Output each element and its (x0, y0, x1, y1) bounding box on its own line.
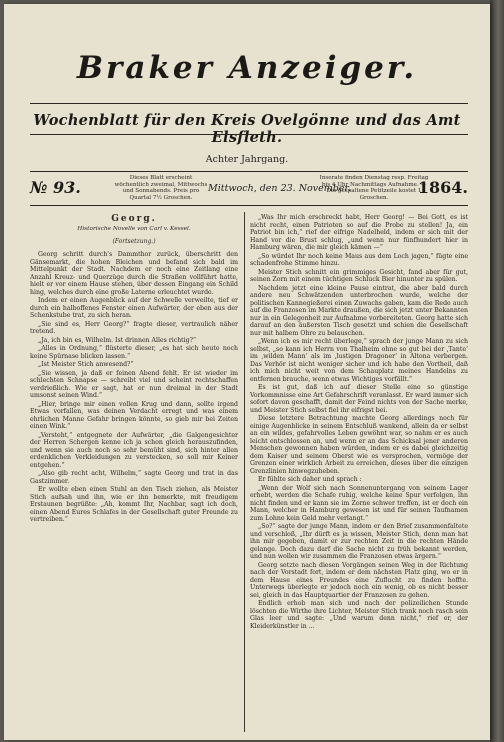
paragraph: „So würdet Ihr noch keine Maus aus dem Loch jagen,“ fügte eine schadenfrohe Stimme hinzu. (250, 252, 468, 267)
info-rule-bottom (30, 205, 468, 206)
masthead-subtitle: Wochenblatt für den Kreis Ovelgönne und das Amt Elsfleth. (33, 112, 461, 146)
right-column (250, 214, 468, 734)
paragraph: „Versteht,“ entgegnete der Aufwärter, „die Galgengesichter der Herren Schergen kenne ich ja schon gleich herauszufinden, und wenn sie auch noch so sehr bemüht sind, sich hinter allen erdenklichen Verkleidungen zu verstecken, so soll mir Keiner entgehen.“ (30, 431, 238, 469)
paragraph: Georg setzte nach diesen Vorgängen seinen Weg in der Richtung nach der Vorstadt fort, indem er dem nächsten Platz ging, wo er in dem Hause eines Freundes eine Zuflucht zu finden hoffte. Unterwegs überlegte er jedoch noch ein wenig, ob es nicht besser sei, gleich in das Hauptquartier der Franzosen zu gehen. (250, 561, 468, 599)
paragraph: „Wenn der Wolf sich nach Sonnenuntergang von seinem Lager erhebt, werden die Schafe ruhig, welche keine Spur verfolgen, ihn nicht finden und er kann sie im Zorne schwer treffen, ist er doch ein Mann, welcher in Hamburg gewesen ist und für seinen Taufnamen zum Lohne kein Geld mehr verlangt.“ (250, 484, 468, 522)
masthead-rule-bottom (30, 134, 468, 135)
article-title: Georg. (111, 214, 157, 224)
paragraph: Er wollte eben einen Stuhl an den Tisch ziehen, als Meister Stich aufsah und ihn, wie er ihn bemerkte, mit freudigem Erstaunen begrüßte: „Ah, kommt Ihr, Nachbar, sagt ich doch, einen Abend Eures Schlafes in der Gesellschaft guter Freunde zu vertreiben.“ (30, 486, 238, 523)
paragraph: „Sie wissen, ja daß er feinen Abend fehlt. Er ist wieder im schlechten Schnapse — schreibt viel und scheint rechtschaffen verdrießlich. Wie er sagt, hat er nun dreimal in der Stadt umsonst seinen Wind.“ (30, 369, 238, 399)
paragraph: „Hier, bringe mir einen vollen Krug und dann, sollte irgend Etwas vorfallen, was deinen Verdacht erregt und was einem ehrlichen Manne Gefahr bringen könnte, so gieb mir bei Zeiten einen Wink.“ (30, 400, 238, 430)
publication-note: Dieses Blatt erscheint wöchentlich zweimal, Mittwochs und Sonnabends. Preis pro Quartal 7½ Groschen. (114, 175, 208, 201)
paragraph: „So?“ sagte der junge Mann, indem er den Brief zusammenfaltete und verschloß, „Ihr dürft es ja wissen, Meister Stich, denn man hat ihn mir gegeben, damit er zur rechten Zeit in die rechten Hände gelange. Doch dazu darf die Sache nicht zu früh bekannt werden, und nun wollen wir zusammen die Franzosen etwas ärgern.“ (250, 523, 468, 560)
advertising-note: Inserate finden Dienstag resp. Freitag bis 4 Uhr Nachmittags Aufnahme. — Die gespaltene Petitzeile kostet 1 Groschen. (319, 175, 429, 201)
paragraph: Nachdem jetzt eine kleine Pause eintrat, die aber bald durch andere neu Schwätzenden unterbrochen wurde, welche der politischen Kannegießerei einen Zuwachs gaben, kam die Rede auch auf die Franzosen im Markte draußen, die sich jetzt unter Bekannten nur in ein Gelegenheit zur Aufnahme vorbereiteten. Georg hatte sich darauf an den äußersten Tisch gesetzt und schien die Gesellschaft nur mit halbem Ohre zu belauschen. (250, 284, 468, 337)
book-spine (490, 0, 504, 742)
paragraph: Es ist gut, daß ich auf dieser Stelle eine so günstige Vorkommnisse eine Art Gefahrschrift veranlasst. Er ward immer sich sofort davon geschafft, damit der Feind nichts von der Sache merke, und Meister Stich selbst fiel ihr eifrigst bei. (250, 384, 468, 414)
paragraph: „Sie sind es, Herr Georg?“ fragte dieser, vertraulich näher tretend. (30, 320, 238, 335)
paragraph: „Ist Meister Stich anwesend?“ (38, 361, 134, 368)
masthead-title: Braker Anzeiger. (76, 50, 418, 86)
issue-date: Mittwoch, den 23. November. (208, 183, 351, 194)
paragraph: Indem er einen Augenblick auf der Schwelle verweilte, tief er durch ein halboffenes Fenster einen Aufwärter, der eben aus der Schenkstube trat, zu sich heran. (30, 297, 238, 319)
article-subtitle: Historische Novelle von Carl v. Kessel. (77, 226, 191, 232)
issue-info-bar (30, 175, 468, 201)
volume-label: Achter Jahrgang. (205, 154, 289, 165)
continuation-note: (Fortsetzung.) (112, 238, 156, 245)
info-rule-top (30, 171, 468, 172)
paragraph: Meister Stich schnitt ein grimmiges Gesicht, fand aber für gut, seinen Zorn mit einem tüchtigen Schluck Bier hinunter zu spülen. (250, 268, 468, 283)
paragraph: „Was Ihr mich erschreckt habt, Herr Georg! — Bei Gott, es ist nicht recht, einen Patrioten so auf die Probe zu stellen! Ja, ein Patriot bin ich,“ rief der eifrige Nadelheld, indem er sich mit der Hand vor die Brust schlug, „und wenn nur fünfhundert hier in Hamburg wären, die mir gleich kämen —“ (250, 214, 468, 251)
paragraph: Endlich erhob man sich und nach der polizeilichen Stunde löschten die Wirthe ihre Lichter, Meister Stich trank noch rasch sein Glas leer und sagte: „Und warum denn nicht,“ rief er, der Kleiderkünstler in ... (250, 600, 468, 630)
issue-year: 1864. (417, 178, 468, 197)
issue-number: № 93. (30, 178, 81, 197)
paragraph: „Also gib recht acht, Wilhelm,“ sagte Georg und trat in das Gastzimmer. (30, 470, 238, 485)
newspaper-page (4, 4, 490, 740)
paragraph: Georg schritt durch's Dammthor zurück, überschritt den Gänsemarkt, die hohen Bleichen und befand sich bald im Mittelpunkt der Stadt. Nachdem er noch eine Zeitlang eine Anzahl Kreuz- und Querzüge durch die Straßen vollführt hatte, hielt er vor einem Hause stehen, über dessen Eingang ein Schild hing, welches durch eine große Laterne erleuchtet wurde. (30, 251, 238, 296)
column-divider (244, 212, 245, 732)
paragraph: Er fühlte sich daher und sprach : (258, 476, 362, 483)
masthead-rule-top (30, 103, 468, 104)
paragraph: Diese letztere Betrachtung machte Georg allerdings noch für einige Augenblicke in seinem Entschluß wankend, allein da er selbst an ein wildes, gefahrvolles Leben gewöhnt war, so nahm er es auch leicht entschlossen an, und wenn er an das Schicksal jener anderen Menschen gewonnen haben würden, indem er es dabei gleichzeitig dem Kaiser und seinem Oberst wie es versprochen, vermöge der Grenzen einer wirklich Arbeit zu erreichen, dieses über die einzigen Grenzlinien hinwegzuheben. (250, 415, 468, 475)
paragraph: „Alles in Ordnung,“ flüsterte dieser, „es hat sich heute noch keine Spürnase blicken lassen.“ (30, 345, 238, 360)
left-column (30, 214, 238, 734)
paragraph: „Wenn ich es mir recht überlege,“ sprach der junge Mann zu sich selbst, „so kann ich Herrn von Thalheim ohne so gut bei der ‚Tante‘ im ‚wilden Mann‘ als im ‚lustigen Dragoner‘ in Altona verbergen. Das Verhör ist nicht weniger sicher und ich habe den Vortheil, daß ich mich nicht weit von dem Schauplatz meines Handelns zu entfernen brauche, wenn etwas Wichtiges vorfällt.“ (250, 338, 468, 383)
paragraph: „Ja, ich bin es, Wilhelm. Ist drinnen Alles richtig?“ (38, 336, 197, 344)
